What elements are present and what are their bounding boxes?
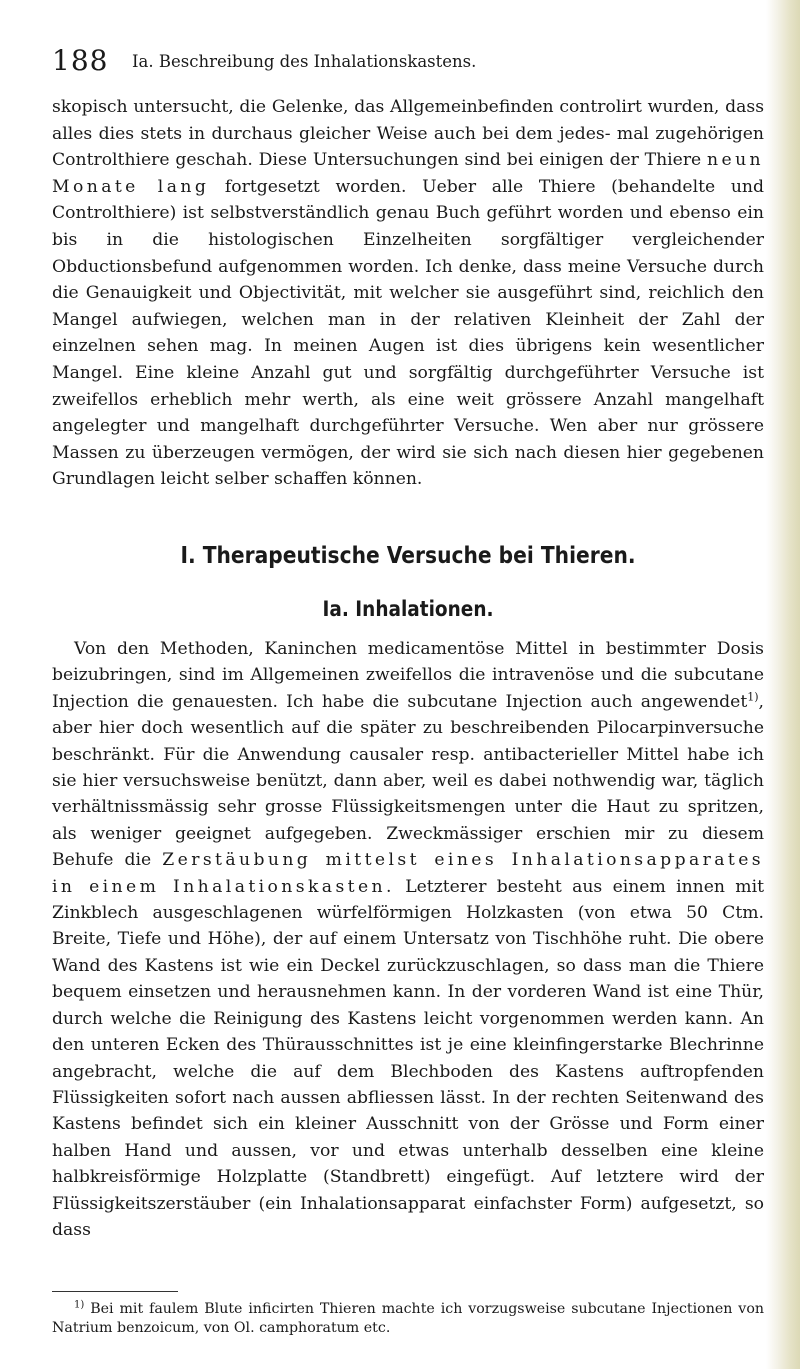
page-edge-shadow <box>766 0 800 1369</box>
footnote-mark: 1) <box>74 1299 85 1311</box>
paragraph-1-line-1: skopisch untersucht, die Gelenke, das Allgemeinbefinden controlirt wurden, <box>52 97 720 117</box>
footnote-reference: 1) <box>747 690 759 704</box>
paragraph-1-line-3: mal zugehörigen Controlthiere geschah. Diese Untersuchungen sind <box>52 123 764 171</box>
footnote <box>52 1300 764 1338</box>
section-title: I. Therapeutische Versuche bei Thieren. <box>180 543 636 569</box>
paragraph-1-line-2: dass alles dies stets in durchaus gleicher Weise auch bei dem jedes- <box>52 97 765 144</box>
footnote-divider <box>52 1291 178 1292</box>
paragraph-1 <box>52 94 764 493</box>
page-number: 188 <box>52 44 109 77</box>
paragraph-2-text-c: Letzterer besteht aus einem innen mit Zinkblech ausgeschlagenen würfelförmigen Holzkasten (von etwa 50 Ctm. Breite, Tiefe und Höhe), der auf einem Untersatz von Tischhöhe ruht. Die obere Wand des Kastens ist wie ein Deckel zurückzuschlagen, so dass man die Thiere bequem einsetzen und herausnehmen kann. In der vorderen Wand ist eine Thür, durch welche die Reinigung des Kastens leicht vorgenommen werden kann. An den unteren Ecken des Thürausschnittes ist je eine kleinfingerstarke Blechrinne angebracht, welche die auf dem Blechboden des Kastens auftropfenden Flüssigkeiten sofort nach aussen abfliessen lässt. In der rechten Seitenwand des Kastens befindet sich ein kleiner Ausschnitt von der Grösse und Form einer halben Hand und aussen, vor und etwas unterhalb desselben eine kleine halbkreisförmige Holzplatte (Standbrett) eingefügt. Auf letztere wird der Flüssigkeitszerstäuber (ein Inhalationsapparat einfachster Form) aufgesetzt, so dass <box>52 876 765 1240</box>
paragraph-1-spaced-emphasis: neun Monate lang <box>52 150 765 197</box>
paragraph-1-text-a: bei einigen der Thiere <box>506 150 708 171</box>
paragraph-2-text-b: , aber hier doch wesentlich auf die später zu beschreibenden Pilocarpinversuche beschränkt. Für die Anwendung causaler resp. antibacterieller Mittel habe ich sie hier versuchsweise benützt, dann aber, weil es dabei nothwendig war, täglich verhältnissmässig sehr grosse Flüssigkeitsmengen unter die Haut zu spritzen, als weniger geeignet aufgegeben. Zweckmässiger erschien mir zu diesem Behufe die <box>52 691 764 871</box>
paragraph-2-text-a: Von den Methoden, Kaninchen medicamentöse Mittel in bestimmter Dosis beizubringen, sind im Allgemeinen zweifellos die intravenöse und die subcutane Injection die genauesten. Ich habe die subcutane Injection auch angewendet <box>52 639 764 712</box>
subsection-title: Ia. Inhalationen. <box>322 597 494 621</box>
footnote-text: Bei mit faulem Blute inficirten Thieren machte ich vorzugsweise subcutane Injectionen von Natrium benzoicum, von Ol. camphoratum etc. <box>52 1301 764 1336</box>
paragraph-1-text-b: fortgesetzt worden. Ueber alle Thiere (behandelte und Controlthiere) ist selbstverständlich genau Buch geführt worden und ebenso ein bis in die histologischen Einzelheiten sorgfältiger vergleichender Obductionsbefund aufgenommen worden. Ich denke, dass meine Versuche durch die Genauigkeit und Objectivität, mit welcher sie ausgeführt sind, reichlich den Mangel aufwiegen, welchen man in der relativen Kleinheit der Zahl der einzelnen sehen mag. In meinen Augen ist dies übrigens kein wesentlicher Mangel. Eine kleine Anzahl gut und sorgfältig durchgeführter Versuche ist zweifellos erheblich mehr werth, als eine weit grössere Anzahl mangelhaft angelegter und mangelhaft durchgeführter Versuche. Wen aber nur grössere Massen zu überzeugen vermögen, der wird sie sich nach diesen hier gegebenen Grundlagen leicht selber schaffen können. <box>52 176 764 490</box>
running-head: Ia. Beschreibung des Inhalationskastens. <box>132 52 477 71</box>
page-header <box>52 44 764 78</box>
paragraph-2 <box>52 636 764 1243</box>
paragraph-2-spaced-emphasis: Zerstäubung mittelst eines Inhalationsapparates in einem Inhalationskasten. <box>52 850 764 897</box>
